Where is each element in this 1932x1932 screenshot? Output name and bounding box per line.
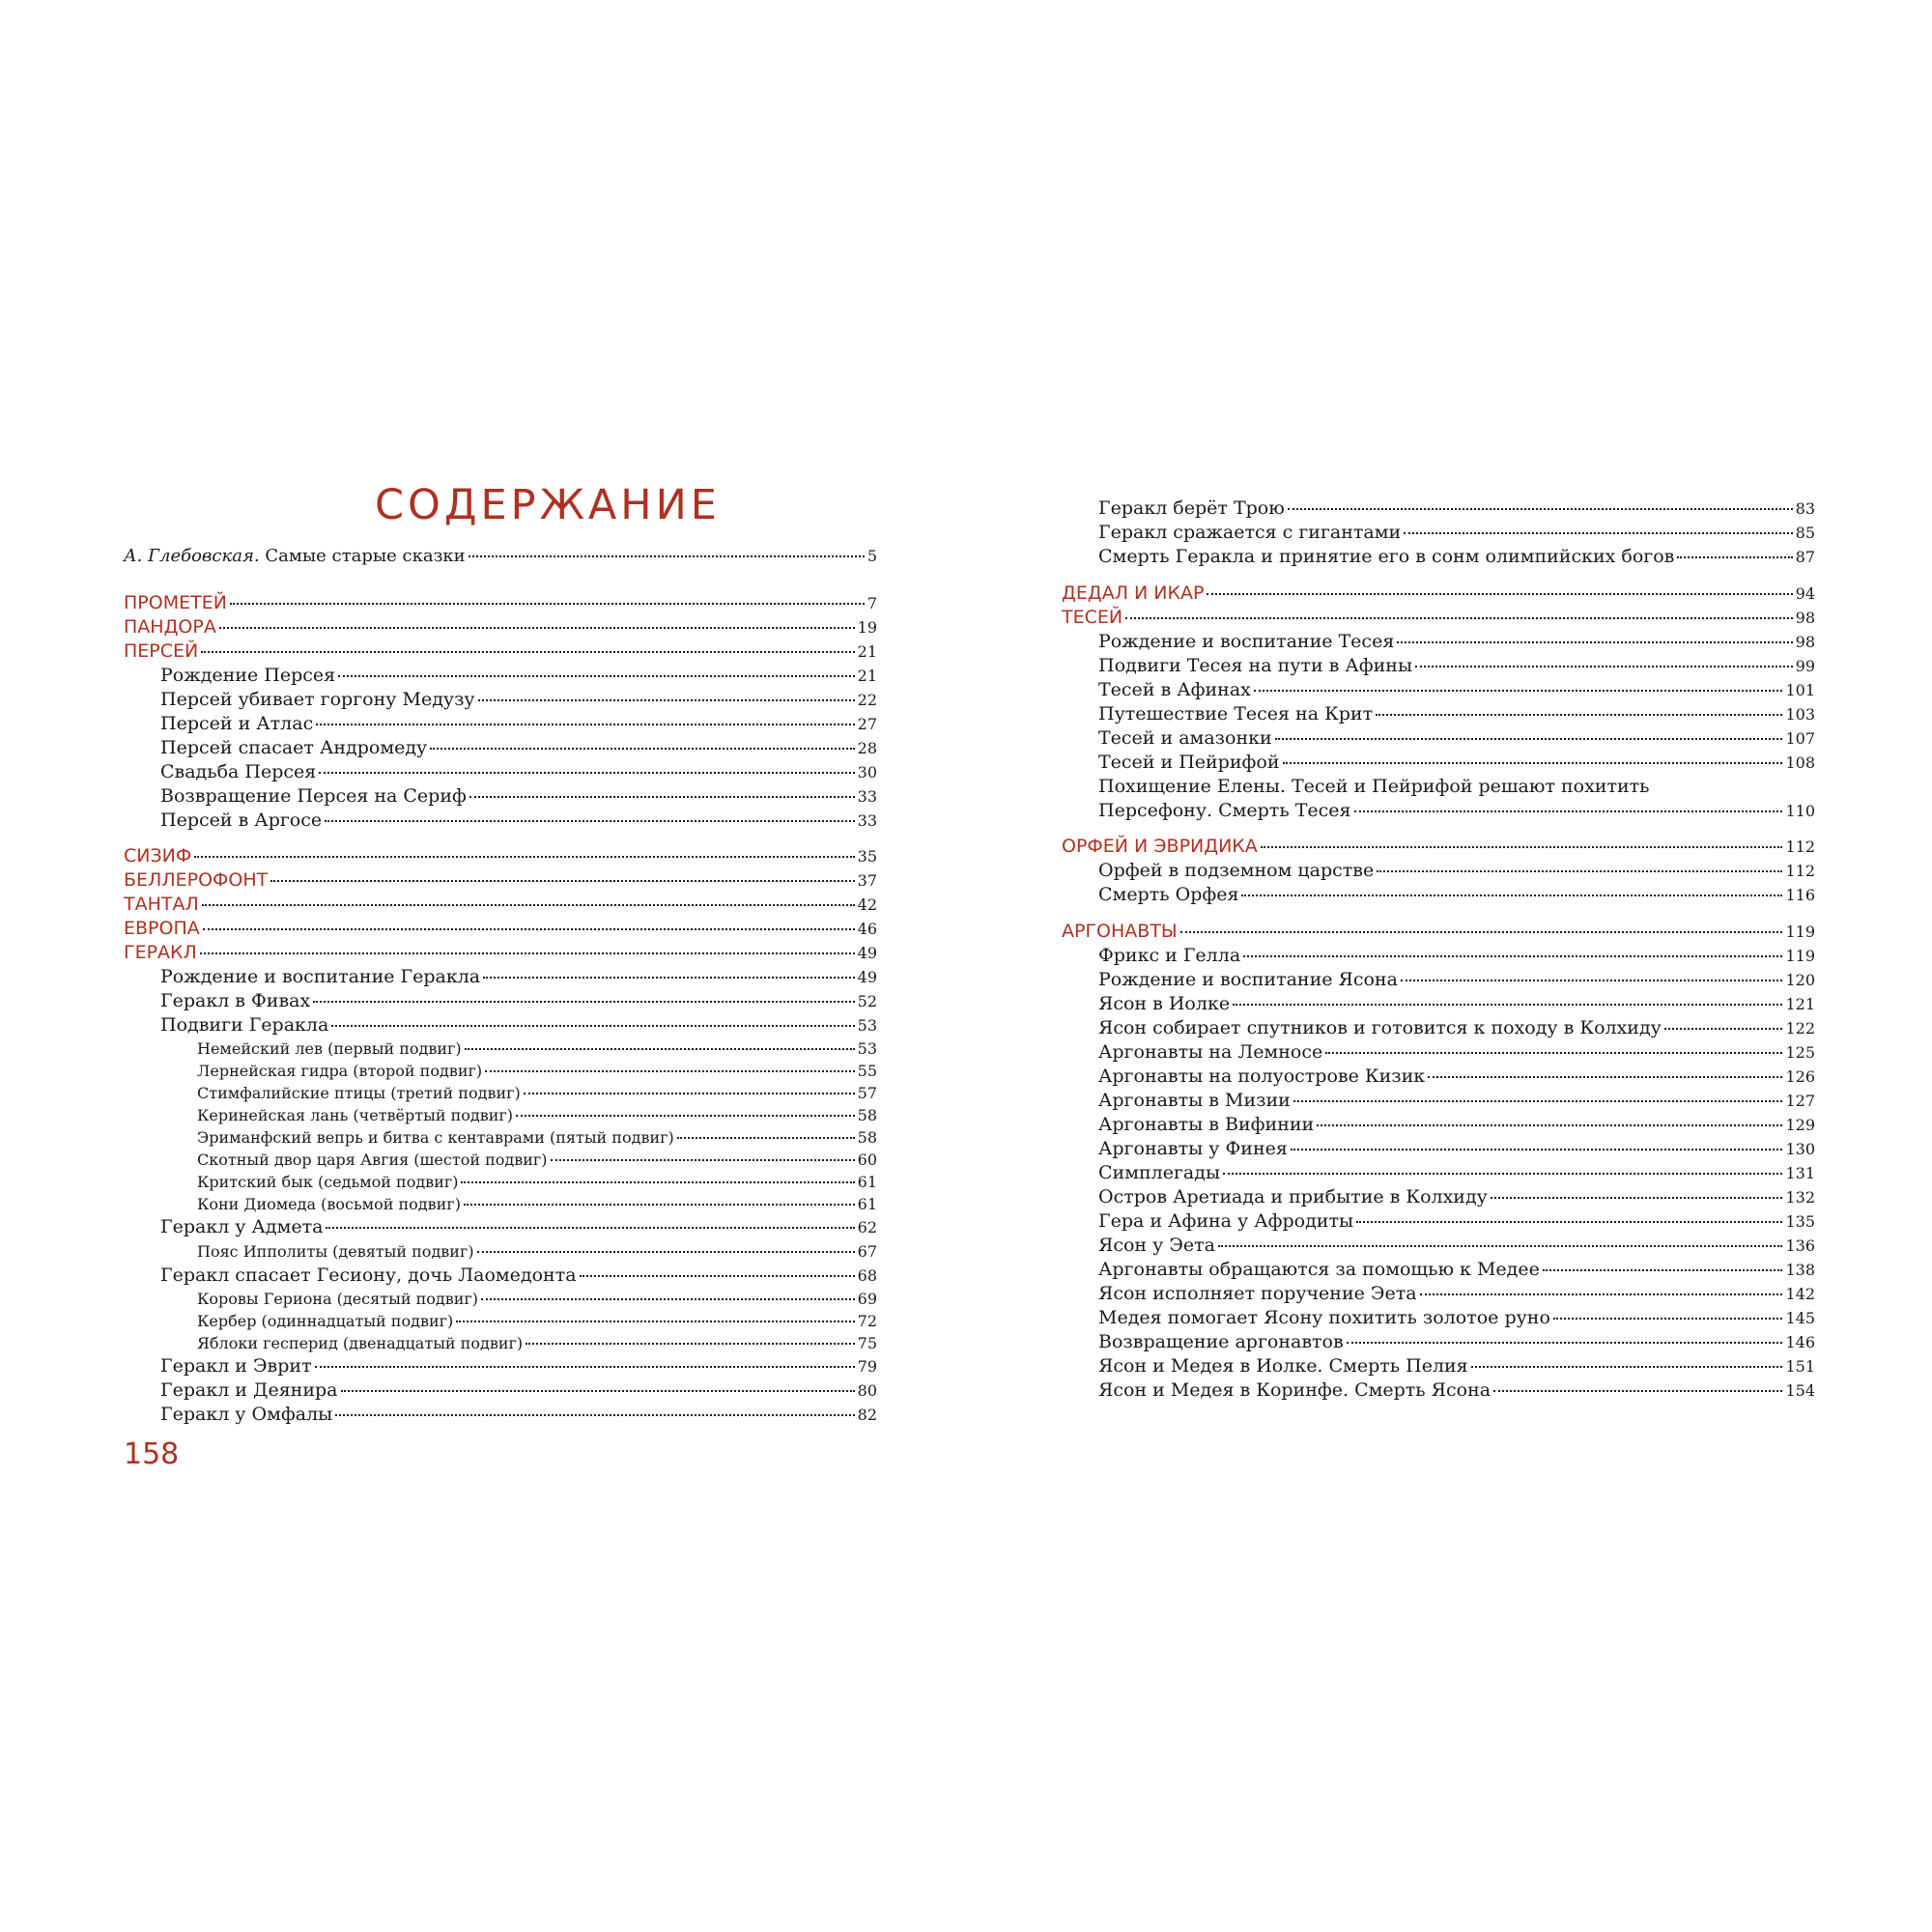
toc-entry-page: 135 — [1785, 1212, 1815, 1231]
leader-dots — [326, 1227, 854, 1229]
toc-entry-title: Смерть Орфея — [1098, 884, 1239, 905]
toc-entry-title: Пояс Ипполиты (девятый подвиг) — [197, 1242, 474, 1261]
leader-dots — [430, 748, 854, 750]
toc-entry-page: 122 — [1785, 1019, 1815, 1037]
toc-entry-title: Тесей и Пейрифой — [1098, 752, 1280, 773]
toc-entry-title: Рождение и воспитание Геракла — [160, 966, 481, 987]
toc-entry-page: 49 — [857, 944, 877, 962]
toc-entry-title: Лернейская гидра (второй подвиг) — [197, 1062, 483, 1080]
toc-entry-title: Ясон исполняет поручение Эета — [1098, 1283, 1417, 1304]
toc-entry-title: Возвращение аргонавтов — [1098, 1331, 1344, 1352]
leader-dots — [1428, 1076, 1782, 1078]
toc-entry-title: Кербер (одиннадцатый подвиг) — [197, 1312, 454, 1330]
toc-entry[interactable] — [1098, 1306, 1815, 1330]
toc-entry-title: Орфей в подземном царстве — [1098, 860, 1375, 881]
toc-section[interactable] — [124, 591, 877, 615]
toc-entry-page: 42 — [857, 895, 877, 914]
toc-entry[interactable] — [1098, 1354, 1815, 1378]
toc-entry-page: 61 — [857, 1173, 877, 1191]
toc-entry-title: Аргонавты в Мизии — [1098, 1090, 1291, 1111]
toc-entry[interactable] — [160, 712, 877, 736]
toc-entry-title: Персей спасает Андромеду — [160, 737, 428, 758]
toc-entry-page: 131 — [1785, 1164, 1815, 1182]
toc-entry-page: 22 — [857, 691, 877, 709]
toc-entry-page: 46 — [857, 920, 877, 938]
toc-entry[interactable] — [1098, 1185, 1815, 1209]
toc-entry-title: ПРОМЕТЕЙ — [124, 592, 227, 613]
leader-dots — [325, 820, 855, 822]
toc-entry-title: Аргонавты на Лемносе — [1098, 1041, 1323, 1063]
toc-entry[interactable] — [160, 1215, 877, 1239]
leader-dots — [1233, 1004, 1782, 1006]
toc-subentry[interactable] — [197, 1239, 877, 1264]
toc-entry-page: 83 — [1795, 499, 1815, 518]
leader-dots — [194, 856, 854, 858]
toc-entry-page: 49 — [857, 968, 877, 986]
toc-entry[interactable] — [1098, 1258, 1815, 1282]
toc-entry-title: Аргонавты в Вифинии — [1098, 1114, 1315, 1135]
toc-entry[interactable] — [1098, 1137, 1815, 1161]
toc-entry[interactable] — [160, 965, 877, 989]
leader-dots — [1291, 1149, 1783, 1151]
toc-entry-page: 127 — [1785, 1092, 1815, 1110]
toc-entry-title: Геракл берёт Трою — [1098, 497, 1285, 519]
toc-entry-page: 125 — [1785, 1043, 1815, 1062]
leader-dots — [481, 1298, 855, 1300]
toc-entry-title: Персефону. Смерть Тесея — [1098, 800, 1351, 821]
leader-dots — [270, 880, 854, 882]
toc-entry[interactable] — [1098, 630, 1815, 654]
toc-entry[interactable] — [160, 784, 877, 809]
toc-entry-page: 72 — [857, 1312, 877, 1330]
leader-dots — [469, 555, 865, 557]
leader-dots — [331, 1025, 854, 1027]
toc-entry-title: Медея помогает Ясону похитить золотое руно — [1098, 1307, 1550, 1328]
toc-entry-title: Смерть Геракла и принятие его в сонм олимпийских богов — [1098, 546, 1675, 567]
leader-dots — [1543, 1269, 1783, 1271]
toc-entry-page: 30 — [857, 763, 877, 781]
leader-dots — [1356, 1221, 1782, 1223]
toc-entry-page: 132 — [1785, 1188, 1815, 1207]
toc-entry-page: 129 — [1785, 1116, 1815, 1134]
toc-entry-title: Тесей в Афинах — [1098, 679, 1251, 700]
leader-dots — [516, 1115, 855, 1117]
toc-entry-page: 7 — [867, 594, 877, 612]
toc-entry-title: АРГОНАВТЫ — [1062, 921, 1178, 942]
toc-entry[interactable] — [160, 1354, 877, 1378]
toc-entry[interactable] — [1098, 1065, 1815, 1089]
toc-entry-title: ЕВРОПА — [124, 918, 200, 939]
leader-dots — [478, 699, 855, 701]
toc-entry-page: 21 — [857, 642, 877, 661]
toc-subentry[interactable] — [197, 1081, 877, 1105]
leader-dots — [464, 1204, 855, 1206]
leader-dots — [1207, 593, 1792, 595]
toc-entry-title: Фрикс и Гелла — [1098, 945, 1241, 966]
toc-entry-page: 136 — [1785, 1236, 1815, 1255]
leader-dots — [1283, 762, 1783, 764]
toc-entry-title: ДЕДАЛ И ИКАР — [1062, 582, 1205, 604]
toc-section[interactable] — [124, 639, 877, 664]
toc-entry-title: Гера и Афина у Афродиты — [1098, 1210, 1354, 1232]
leader-dots — [1317, 1124, 1782, 1126]
toc-entry[interactable] — [1098, 702, 1815, 726]
toc-entry-line: Похищение Елены. Тесей и Пейрифой решают похитить — [1098, 776, 1650, 797]
leader-dots — [465, 1048, 855, 1050]
toc-section[interactable] — [1062, 920, 1815, 944]
toc-entry[interactable] — [1098, 1089, 1815, 1113]
leader-dots — [1288, 508, 1793, 510]
toc-entry[interactable] — [1098, 1282, 1815, 1306]
page-title: СОДЕРЖАНИЕ — [375, 481, 721, 529]
toc-entry[interactable] — [1098, 944, 1815, 968]
toc-entry-page: 107 — [1785, 729, 1815, 748]
toc-entry-title: СИЗИФ — [124, 845, 192, 867]
toc-entry[interactable] — [160, 1013, 877, 1037]
toc-entry-page: 82 — [857, 1406, 877, 1424]
toc-entry-page: 130 — [1785, 1140, 1815, 1158]
leader-dots — [1404, 532, 1792, 534]
leader-dots — [201, 651, 854, 653]
toc-entry[interactable] — [1098, 1378, 1815, 1403]
toc-subentry[interactable] — [197, 1331, 877, 1355]
leader-dots — [1347, 1342, 1783, 1344]
toc-subentry[interactable] — [197, 1037, 877, 1061]
toc-entry[interactable] — [1098, 654, 1815, 678]
leader-dots — [1491, 1197, 1783, 1199]
toc-entry-page: 121 — [1785, 995, 1815, 1013]
toc-entry-title: Симплегады — [1098, 1162, 1221, 1183]
toc-entry-title: Возвращение Персея на Сериф — [160, 785, 467, 807]
toc-entry-title: Подвиги Тесея на пути в Афины — [1098, 655, 1413, 676]
toc-entry-page: 85 — [1795, 524, 1815, 542]
toc-section[interactable] — [1062, 606, 1815, 630]
toc-entry-page: 116 — [1785, 886, 1815, 904]
leader-dots — [526, 1343, 855, 1345]
toc-entry[interactable] — [160, 688, 877, 712]
toc-entry-title: Яблоки гесперид (двенадцатый подвиг) — [197, 1334, 524, 1352]
toc-entry-title: Геракл у Омфалы — [160, 1404, 333, 1425]
leader-dots — [1125, 617, 1793, 619]
leader-dots — [485, 1070, 855, 1072]
toc-section[interactable] — [124, 941, 877, 965]
leader-dots — [315, 1366, 855, 1368]
toc-entry[interactable] — [160, 664, 877, 688]
toc-entry-page: 154 — [1785, 1381, 1815, 1400]
toc-entry-title: ТАНТАЛ — [124, 894, 199, 915]
toc-entry-page: 126 — [1785, 1067, 1815, 1086]
toc-entry-page: 94 — [1795, 584, 1815, 603]
toc-entry-title: Геракл и Эврит — [160, 1355, 312, 1377]
toc-entry-page: 53 — [857, 1039, 877, 1058]
toc-entry-title: ОРФЕЙ И ЭВРИДИКА — [1062, 836, 1258, 857]
toc-subentry[interactable] — [197, 1103, 877, 1127]
toc-entry-title: Рождение Персея — [160, 665, 336, 686]
toc-entry[interactable] — [1098, 859, 1815, 883]
toc-entry[interactable] — [1098, 968, 1815, 992]
leader-dots — [1241, 895, 1782, 896]
toc-entry-title: Эриманфский вепрь и битва с кентаврами (пятый подвиг) — [197, 1128, 674, 1147]
toc-entry-intro[interactable] — [124, 544, 877, 568]
toc-entry[interactable] — [160, 760, 877, 784]
toc-entry[interactable] — [1098, 1209, 1815, 1234]
toc-subentry[interactable] — [197, 1192, 877, 1216]
toc-entry-page: 110 — [1785, 802, 1815, 820]
toc-entry-title: Критский бык (седьмой подвиг) — [197, 1173, 459, 1191]
toc-entry-title: Аргонавты обращаются за помощью к Медее — [1098, 1259, 1540, 1280]
toc-entry-page: 103 — [1785, 705, 1815, 724]
toc-entry-page: 61 — [857, 1195, 877, 1213]
leader-dots — [580, 1275, 855, 1277]
toc-entry[interactable] — [160, 809, 877, 833]
toc-entry-page: 120 — [1785, 971, 1815, 989]
toc-subentry[interactable] — [197, 1287, 877, 1311]
toc-entry-page: 101 — [1785, 681, 1815, 699]
toc-entry-title: Рождение и воспитание Тесея — [1098, 631, 1395, 652]
toc-entry[interactable] — [1098, 883, 1815, 907]
toc-section[interactable] — [1062, 835, 1815, 859]
toc-entry-title: Ясон и Медея в Коринфе. Смерть Ясона — [1098, 1379, 1492, 1401]
toc-entry[interactable] — [160, 1403, 877, 1427]
leader-dots — [1401, 980, 1783, 981]
toc-entry[interactable] — [1098, 1016, 1815, 1040]
toc-entry-title: Ясон собирает спутников и готовится к походу в Колхиду — [1098, 1017, 1662, 1038]
toc-entry-page: 27 — [857, 715, 877, 733]
leader-dots — [341, 1390, 855, 1392]
toc-entry-page: 19 — [857, 618, 877, 637]
toc-entry-page: 146 — [1785, 1333, 1815, 1351]
leader-dots — [456, 1321, 854, 1322]
toc-entry-page: 142 — [1785, 1285, 1815, 1303]
toc-entry-title: Аргонавты у Финея — [1098, 1138, 1288, 1159]
toc-entry-page: 33 — [857, 811, 877, 830]
toc-entry-page: 98 — [1795, 633, 1815, 651]
toc-entry-title: Персей в Аргосе — [160, 810, 323, 831]
leader-dots — [1293, 1100, 1783, 1102]
toc-entry-title: Геракл сражается с гигантами — [1098, 522, 1402, 543]
leader-dots — [1376, 714, 1782, 716]
toc-entry-page: 112 — [1785, 838, 1815, 856]
toc-entry-title: Кони Диомеда (восьмой подвиг) — [197, 1195, 461, 1213]
toc-entry-title: ПЕРСЕЙ — [124, 640, 199, 662]
toc-entry-page: 55 — [857, 1062, 877, 1080]
toc-subentry[interactable] — [197, 1309, 877, 1333]
toc-entry-title: Аргонавты на полуострове Кизик — [1098, 1065, 1426, 1087]
toc-entry[interactable] — [160, 1378, 877, 1403]
toc-subentry[interactable] — [197, 1170, 877, 1194]
toc-entry[interactable] — [1098, 751, 1815, 775]
toc-entry-title: Керинейская лань (четвёртый подвиг) — [197, 1106, 514, 1124]
toc-section[interactable] — [124, 615, 877, 639]
toc-entry-page: 138 — [1785, 1261, 1815, 1279]
page-number: 158 — [124, 1437, 180, 1471]
leader-dots — [1493, 1390, 1782, 1392]
toc-entry-page: 21 — [857, 667, 877, 685]
toc-entry-title: Персей и Атлас — [160, 713, 314, 734]
toc-entry-title: Ясон и Медея в Иолке. Смерть Пелия — [1098, 1355, 1468, 1377]
toc-entry-page: 52 — [857, 992, 877, 1010]
toc-entry-title: БЕЛЛЕРОФОНТ — [124, 869, 269, 891]
leader-dots — [219, 627, 855, 629]
toc-subentry[interactable] — [197, 1148, 877, 1172]
leader-dots — [338, 675, 855, 677]
toc-entry-title: Персей убивает горгону Медузу — [160, 689, 475, 710]
toc-entry-page: 28 — [857, 739, 877, 757]
toc-entry-title: ТЕСЕЙ — [1062, 607, 1123, 628]
leader-dots — [1415, 666, 1793, 668]
intro-text: Самые старые сказки — [265, 546, 466, 566]
toc-entry[interactable] — [1098, 521, 1815, 545]
toc-entry-title: Геракл и Деянира — [160, 1379, 338, 1401]
toc-entry-title: Коровы Гериона (десятый подвиг) — [197, 1290, 479, 1308]
toc-entry-page: 98 — [1795, 609, 1815, 627]
toc-entry[interactable] — [1098, 992, 1815, 1016]
intro-author: А. Глебовская. — [124, 546, 260, 566]
toc-entry-title: Геракл в Фивах — [160, 990, 311, 1011]
leader-dots — [1420, 1293, 1783, 1295]
toc-section[interactable] — [124, 893, 877, 917]
toc-entry-page: 112 — [1785, 862, 1815, 880]
toc-entry[interactable] — [160, 1264, 877, 1288]
leader-dots — [1254, 690, 1783, 692]
leader-dots — [551, 1159, 855, 1161]
toc-entry-page: 33 — [857, 787, 877, 806]
toc-entry-title: Рождение и воспитание Ясона — [1098, 969, 1398, 990]
toc-entry[interactable] — [160, 736, 877, 760]
toc-entry-title: Путешествие Тесея на Крит — [1098, 703, 1374, 724]
leader-dots — [1275, 738, 1783, 740]
toc-entry-title: Немейский лев (первый подвиг) — [197, 1039, 462, 1058]
toc-section[interactable] — [124, 844, 877, 868]
leader-dots — [461, 1181, 854, 1183]
leader-dots — [230, 603, 865, 605]
toc-entry[interactable] — [1098, 545, 1815, 569]
leader-dots — [316, 724, 854, 725]
leader-dots — [469, 796, 855, 798]
toc-entry[interactable] — [1098, 1040, 1815, 1065]
leader-dots — [335, 1414, 854, 1416]
leader-dots — [1218, 1245, 1782, 1247]
leader-dots — [477, 1251, 855, 1253]
toc-entry-page: 67 — [857, 1242, 877, 1261]
toc-section[interactable] — [124, 917, 877, 941]
toc-entry[interactable] — [1098, 1161, 1815, 1185]
toc-entry-title: Подвиги Геракла — [160, 1014, 329, 1036]
toc-entry-page: 119 — [1785, 923, 1815, 941]
leader-dots — [1243, 955, 1782, 957]
leader-dots — [1325, 1052, 1782, 1054]
leader-dots — [1677, 556, 1792, 558]
toc-entry-page: 151 — [1785, 1357, 1815, 1376]
toc-entry[interactable] — [1098, 1113, 1815, 1137]
leader-dots — [1377, 870, 1782, 872]
toc-entry-page: 35 — [857, 847, 877, 866]
toc-entry-page: 119 — [1785, 947, 1815, 965]
toc-entry-title: Остров Аретиада и прибытие в Колхиду — [1098, 1186, 1488, 1208]
toc-entry-title: Геракл у Адмета — [160, 1216, 324, 1237]
leader-dots — [677, 1137, 855, 1139]
toc-entry[interactable] — [1098, 799, 1815, 823]
toc-entry[interactable] — [1098, 678, 1815, 702]
toc-entry-page: 99 — [1795, 657, 1815, 675]
leader-dots — [319, 772, 854, 774]
toc-entry-page: 108 — [1785, 753, 1815, 772]
leader-dots — [1261, 846, 1783, 848]
toc-entry[interactable] — [1098, 1330, 1815, 1354]
toc-entry[interactable] — [1098, 497, 1815, 521]
leader-dots — [524, 1093, 855, 1094]
toc-entry-title: Ясон в Иолке — [1098, 993, 1231, 1014]
toc-entry-title: Свадьба Персея — [160, 761, 317, 782]
toc-entry-page: 69 — [857, 1290, 877, 1308]
toc-entry-title: Тесей и амазонки — [1098, 727, 1272, 749]
toc-entry-page: 62 — [857, 1218, 877, 1236]
leader-dots — [313, 1001, 854, 1003]
intro-page: 5 — [867, 547, 877, 565]
toc-section[interactable] — [1062, 582, 1815, 606]
toc-entry-page: 58 — [857, 1128, 877, 1147]
leader-dots — [200, 952, 855, 954]
toc-entry-page: 87 — [1795, 548, 1815, 566]
toc-entry-page: 37 — [857, 871, 877, 890]
toc-subentry[interactable] — [197, 1059, 877, 1083]
leader-dots — [1553, 1318, 1783, 1320]
toc-entry-page: 53 — [857, 1016, 877, 1035]
toc-entry-title: Стимфалийские птицы (третий подвиг) — [197, 1084, 521, 1102]
leader-dots — [203, 928, 855, 930]
leader-dots — [1223, 1173, 1782, 1175]
toc-section[interactable] — [124, 868, 877, 893]
toc-entry-title: ГЕРАКЛ — [124, 942, 197, 963]
toc-entry-page: 60 — [857, 1151, 877, 1169]
toc-entry-title: Скотный двор царя Авгия (шестой подвиг) — [197, 1151, 548, 1169]
toc-entry-page: 145 — [1785, 1309, 1815, 1327]
leader-dots — [1664, 1028, 1783, 1030]
toc-entry-title: ПАНДОРА — [124, 616, 216, 638]
leader-dots — [202, 904, 855, 906]
toc-entry[interactable] — [160, 989, 877, 1013]
toc-entry-page: 57 — [857, 1084, 877, 1102]
leader-dots — [1397, 641, 1792, 643]
toc-entry-page: 68 — [857, 1266, 877, 1285]
toc-entry-page: 75 — [857, 1334, 877, 1352]
toc-subentry[interactable] — [197, 1125, 877, 1150]
leader-dots — [483, 977, 855, 979]
leader-dots — [1180, 931, 1783, 933]
toc-entry-page: 79 — [857, 1357, 877, 1376]
leader-dots — [1354, 810, 1783, 812]
toc-entry-title: Геракл спасает Гесиону, дочь Лаомедонта — [160, 1264, 577, 1286]
toc-entry-title: Ясон у Эета — [1098, 1235, 1215, 1256]
toc-entry[interactable] — [1098, 1234, 1815, 1258]
toc-entry[interactable] — [1098, 726, 1815, 751]
leader-dots — [1471, 1366, 1783, 1368]
toc-entry-page: 58 — [857, 1106, 877, 1124]
toc-entry-page: 80 — [857, 1381, 877, 1400]
